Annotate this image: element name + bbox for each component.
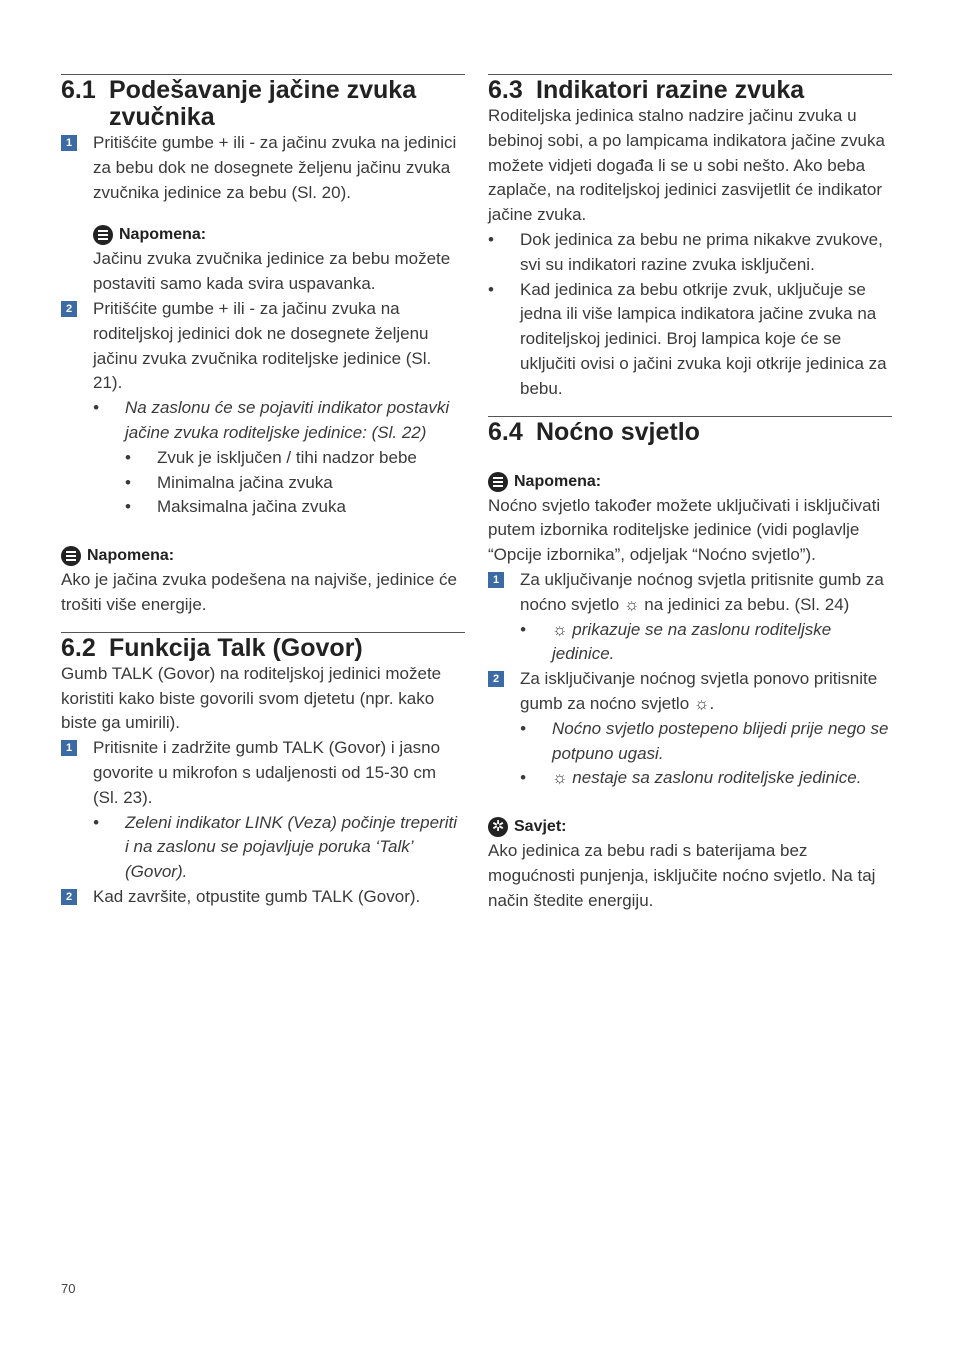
step-2 (488, 667, 892, 717)
bullet-item (61, 811, 465, 885)
bullet-item (488, 766, 892, 791)
section-intro: Gumb TALK (Govor) na roditeljskoj jedinici možete koristiti kako biste govorili svom djetetu (npr. kako biste ga umirili). (61, 663, 442, 733)
step-text: Pritišćite gumbe + ili - za jačinu zvuka na roditeljskoj jedinici dok ne dosegnete željenu jačinu zvuka zvučnika roditeljske jedinice (Sl. 21). (93, 298, 432, 393)
step-number-badge: 1 (61, 740, 77, 756)
section-title: Indikatori razine zvuka (536, 76, 805, 104)
page-number: 70 (61, 1281, 76, 1296)
bullet-text: Minimalna jačina zvuka (157, 472, 333, 492)
step-text: Pritisnite i zadržite gumb TALK (Govor) i jasno govorite u mikrofon s udaljenosti od 15-30 cm (Sl. 23). (93, 738, 441, 807)
step-1 (61, 131, 465, 205)
section-6-2 (61, 632, 465, 910)
section-title: Funkcija Talk (Govor) (109, 633, 363, 662)
bullet-text: Zvuk je isključen / tihi nadzor bebe (157, 447, 417, 467)
bullet-text: Dok jedinica za bebu ne prima nikakve zvukove, svi su indikatori razine zvuka isključeni. (520, 229, 883, 274)
note-title: Napomena: (87, 547, 175, 565)
note (61, 544, 465, 618)
sub-bullet-item (61, 446, 465, 471)
section-number: 6.3 (488, 76, 523, 104)
step-text: Za uključivanje noćnog svjetla pritisnite gumb za noćno svjetlo ☼ na jedinici za bebu. (Sl. 24) (520, 569, 884, 614)
step-number-badge: 1 (488, 572, 504, 588)
sub-bullet-item (61, 495, 465, 520)
bullet-text: Maksimalna jačina zvuka (157, 497, 346, 517)
right-column (488, 74, 892, 928)
bullet-text: Kad jedinica za bebu otkrije zvuk, uključuje se jedna ili više lampica indikatora jačine zvuka na roditeljskoj jedinici. Broj lampica koje će se uključiti ovisi o jačini zvuka koji otkrije jedinica za bebu. (520, 279, 887, 398)
bullet-dot: • (520, 718, 526, 738)
section-number: 6.2 (61, 633, 96, 662)
note (61, 223, 465, 297)
section-6-1 (61, 74, 465, 618)
step-number-badge: 2 (61, 301, 77, 317)
sub-bullet-item (61, 471, 465, 496)
bullet-text: Zeleni indikator LINK (Veza) počinje treperiti i na zaslonu se pojavljuje poruka ‘Talk’ (Govor). (125, 812, 457, 882)
step-text: Pritišćite gumbe + ili - za jačinu zvuka na jedinici za bebu dok ne dosegnete željenu jačinu zvuka zvučnika jedinice za bebu (Sl. 20). (93, 133, 457, 202)
bullet-dot: • (520, 768, 526, 788)
bullet-dot: • (93, 812, 99, 832)
section-6-3 (488, 74, 892, 402)
bullet-item (488, 228, 892, 278)
section-intro: Roditeljska jedinica stalno nadzire jačinu zvuka u bebinoj sobi, a po lampicama indikatora jačine zvuka možete vidjeti događa li se u sobi nešto. Ako beba zaplače, na roditeljskoj jedinici zasvijetlit će indikator jačine zvuka. (488, 106, 885, 225)
bullet-dot: • (488, 279, 494, 299)
bullet-text: ☼ nestaje sa zaslonu roditeljske jedinice. (552, 768, 862, 788)
note-text: Noćno svjetlo također možete uključivati i isključivati putem izbornika roditeljske jedinice (vidi poglavlje “Opcije izbornika”, odjeljak “Noćno svjetlo”). (488, 495, 881, 565)
note-title: Napomena: (514, 472, 602, 490)
note-icon (488, 472, 508, 492)
section-6-4 (488, 416, 892, 914)
left-column (61, 74, 465, 924)
bullet-item (488, 618, 892, 668)
tip-icon: ✲ (488, 817, 508, 837)
section-title: Podešavanje jačine zvuka zvučnika (109, 76, 417, 131)
bullet-dot: • (125, 497, 131, 517)
section-heading (488, 419, 892, 446)
note-icon (93, 225, 113, 245)
section-title: Noćno svjetlo (536, 417, 700, 446)
step-number-badge: 2 (61, 889, 77, 905)
bullet-dot: • (125, 447, 131, 467)
note-icon (61, 546, 81, 566)
bullet-item (61, 396, 465, 446)
bullet-text: ☼ prikazuje se na zaslonu roditeljske jedinice. (552, 619, 832, 664)
note (488, 470, 892, 568)
bullet-dot: • (125, 472, 131, 492)
section-heading (488, 77, 892, 104)
step-2 (61, 885, 465, 910)
tip-title: Savjet: (514, 818, 567, 836)
section-heading (61, 77, 465, 131)
note-text: Jačinu zvuka zvučnika jedinice za bebu možete postaviti samo kada svira uspavanka. (93, 249, 451, 294)
step-2 (61, 297, 465, 396)
bullet-dot: • (488, 229, 494, 249)
step-text: Kad završite, otpustite gumb TALK (Govor). (93, 886, 421, 906)
step-1 (61, 736, 465, 810)
step-1 (488, 568, 892, 618)
tip-text: Ako jedinica za bebu radi s baterijama bez mogućnosti punjenja, isključite noćno svjetlo. Na taj način štedite energiju. (488, 841, 876, 910)
bullet-dot: • (93, 398, 99, 418)
bullet-dot: • (520, 619, 526, 639)
section-number: 6.4 (488, 417, 523, 446)
bullet-item (488, 278, 892, 402)
step-number-badge: 1 (61, 135, 77, 151)
step-number-badge: 2 (488, 671, 504, 687)
section-heading (61, 635, 465, 662)
note-title: Napomena: (119, 226, 207, 244)
step-text: Za isključivanje noćnog svjetla ponovo pritisnite gumb za noćno svjetlo ☼. (520, 669, 878, 713)
bullet-item (488, 717, 892, 767)
bullet-text: Noćno svjetlo postepeno blijedi prije nego se potpuno ugasi. (552, 718, 889, 763)
tip (488, 815, 892, 913)
bullet-text: Na zaslonu će se pojaviti indikator postavki jačine zvuka roditeljske jedinice: (Sl. 22) (125, 398, 450, 442)
section-number: 6.1 (61, 76, 96, 104)
note-text: Ako je jačina zvuka podešena na najviše, jedinice će trošiti više energije. (61, 570, 457, 614)
